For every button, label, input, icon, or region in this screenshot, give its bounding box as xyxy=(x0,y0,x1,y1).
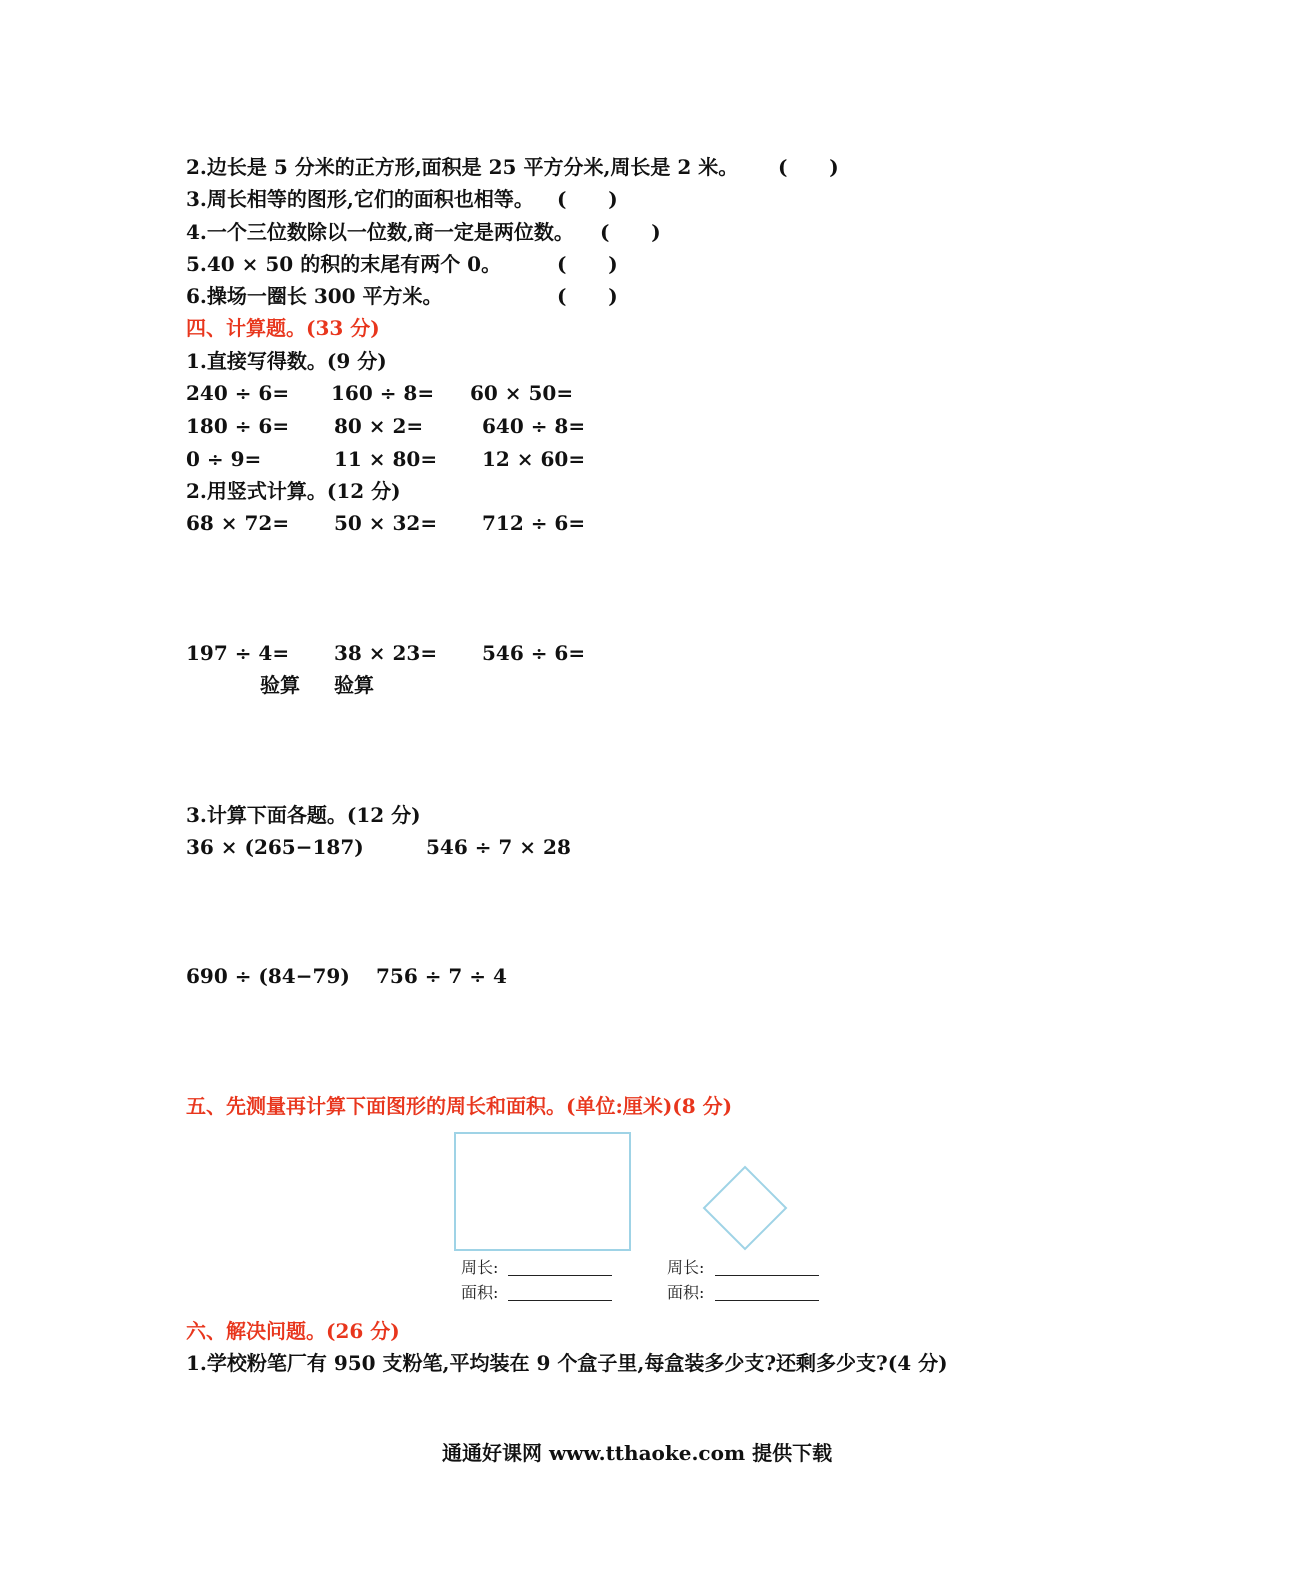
oral-calc-item: 60 × 50= xyxy=(470,381,574,405)
judge-question-4: 4.一个三位数除以一位数,商一定是两位数。 xyxy=(186,220,574,244)
answer-paren-6[interactable]: ( ) xyxy=(557,284,618,308)
judge-question-5: 5.40 × 50 的积的末尾有两个 0。 xyxy=(186,252,502,276)
problem-question-1: 1.学校粉笔厂有 950 支粉笔,平均装在 9 个盒子里,每盒装多少支?还剩多少支?(4 分) xyxy=(186,1351,948,1375)
area-label: 面积: xyxy=(667,1283,705,1302)
check-label: 验算 xyxy=(260,673,300,697)
oral-calc-item: 12 × 60= xyxy=(482,447,586,471)
part-2-title: 2.用竖式计算。(12 分) xyxy=(186,479,401,503)
answer-paren-4[interactable]: ( ) xyxy=(600,220,661,244)
oral-calc-item: 11 × 80= xyxy=(334,447,438,471)
judge-question-6: 6.操场一圈长 300 平方米。 xyxy=(186,284,443,308)
oral-calc-item: 0 ÷ 9= xyxy=(186,447,262,471)
oral-calc-item: 640 ÷ 8= xyxy=(482,414,586,438)
part-1-title: 1.直接写得数。(9 分) xyxy=(186,349,387,373)
check-label: 验算 xyxy=(334,673,374,697)
perimeter-label: 周长: xyxy=(667,1258,705,1277)
vertical-calc-item: 38 × 23= xyxy=(334,641,438,665)
vertical-calc-item: 50 × 32= xyxy=(334,511,438,535)
judge-question-2: 2.边长是 5 分米的正方形,面积是 25 平方分米,周长是 2 米。 xyxy=(186,155,739,179)
part-3-title: 3.计算下面各题。(12 分) xyxy=(186,803,421,827)
area-label: 面积: xyxy=(461,1283,499,1302)
mixed-calc-item: 756 ÷ 7 ÷ 4 xyxy=(376,964,507,988)
area-answer-blank[interactable] xyxy=(508,1300,612,1301)
vertical-calc-item: 712 ÷ 6= xyxy=(482,511,586,535)
perimeter-answer-blank[interactable] xyxy=(715,1275,819,1276)
rectangle-figure xyxy=(455,1133,630,1250)
answer-paren-5[interactable]: ( ) xyxy=(557,252,618,276)
oral-calc-item: 180 ÷ 6= xyxy=(186,414,290,438)
mixed-calc-item: 690 ÷ (84−79) xyxy=(186,964,350,988)
mixed-calc-item: 546 ÷ 7 × 28 xyxy=(426,835,571,859)
area-answer-blank[interactable] xyxy=(715,1300,819,1301)
square-figure xyxy=(704,1167,786,1249)
oral-calc-item: 240 ÷ 6= xyxy=(186,381,290,405)
judge-question-3: 3.周长相等的图形,它们的面积也相等。 xyxy=(186,187,534,211)
oral-calc-item: 80 × 2= xyxy=(334,414,424,438)
section-6-title: 六、解决问题。(26 分) xyxy=(186,1319,400,1343)
perimeter-answer-blank[interactable] xyxy=(508,1275,612,1276)
vertical-calc-item: 68 × 72= xyxy=(186,511,290,535)
oral-calc-item: 160 ÷ 8= xyxy=(331,381,435,405)
answer-paren-3[interactable]: ( ) xyxy=(557,187,618,211)
vertical-calc-item: 546 ÷ 6= xyxy=(482,641,586,665)
vertical-calc-item: 197 ÷ 4= xyxy=(186,641,290,665)
perimeter-label: 周长: xyxy=(461,1258,499,1277)
section-4-title: 四、计算题。(33 分) xyxy=(186,316,380,340)
section-5-title: 五、先测量再计算下面图形的周长和面积。(单位:厘米)(8 分) xyxy=(186,1094,733,1118)
footer-source: 通通好课网 www.tthaoke.com 提供下载 xyxy=(442,1441,833,1465)
answer-paren-2[interactable]: ( ) xyxy=(778,155,839,179)
mixed-calc-item: 36 × (265−187) xyxy=(186,835,364,859)
